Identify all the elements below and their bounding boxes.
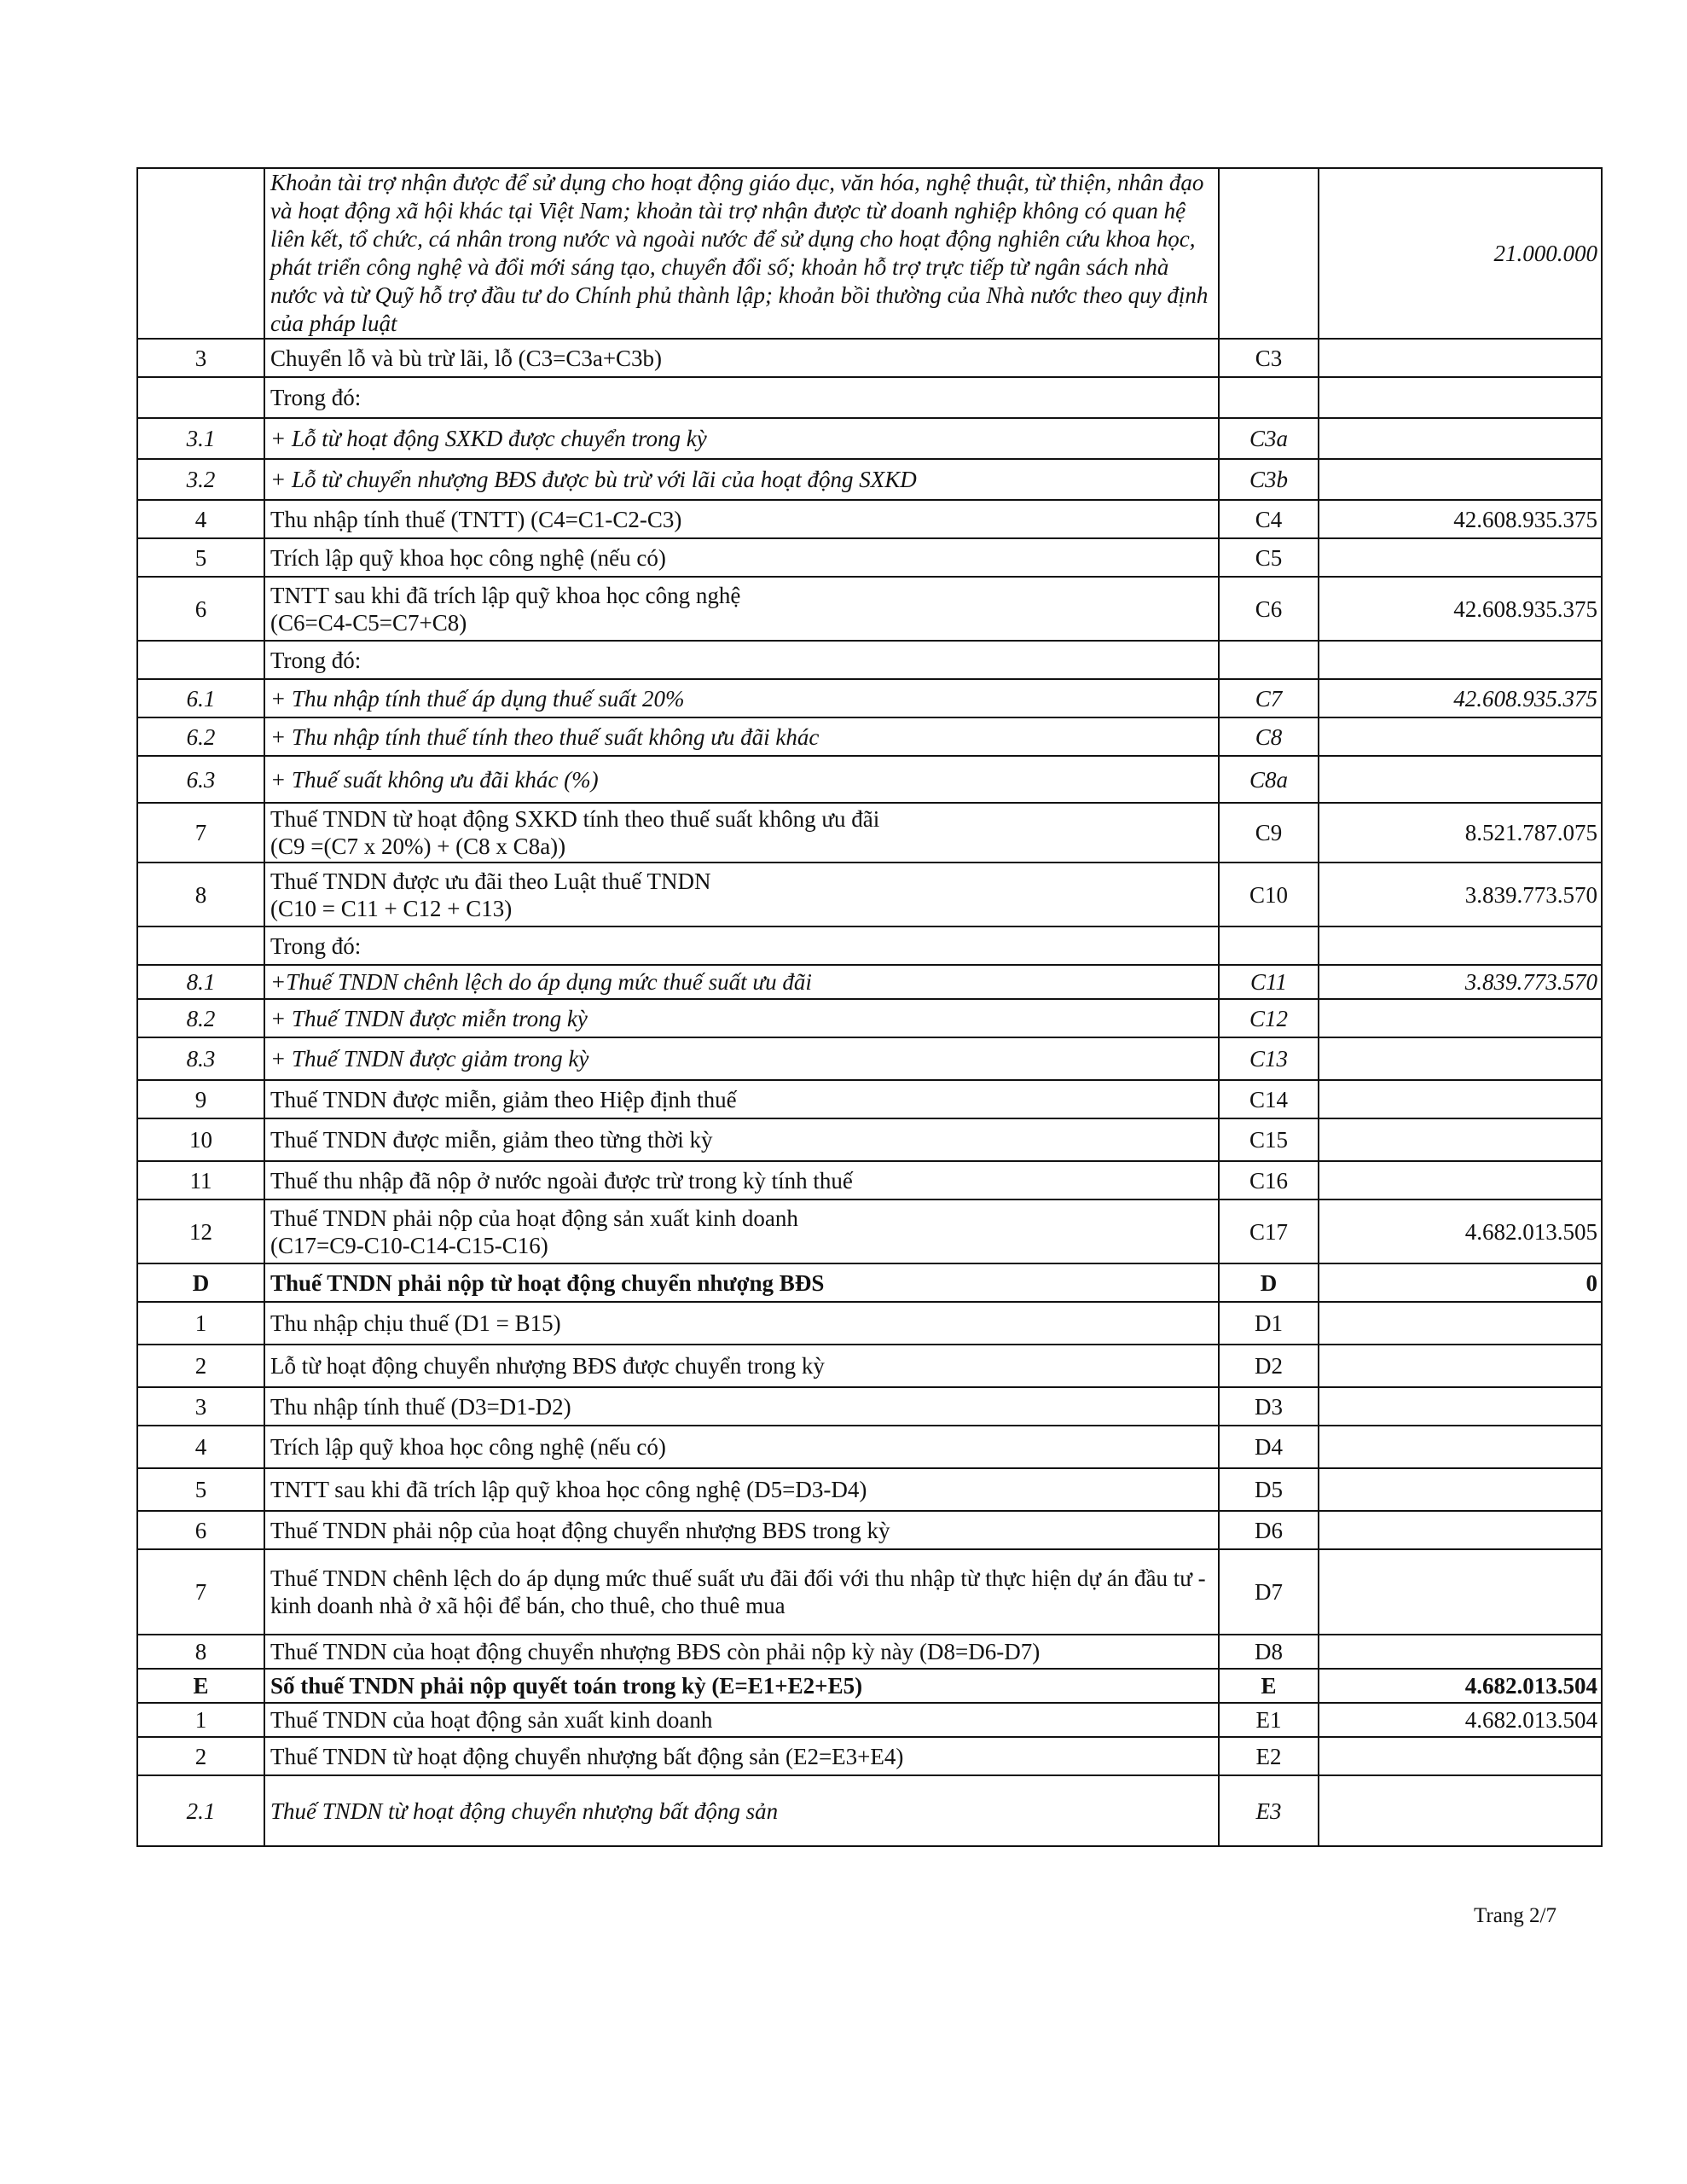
- description-text: TNTT sau khi đã trích lập quỹ khoa học công nghệ (D5=D3-D4): [270, 1477, 867, 1502]
- row-number-cell: 7: [137, 803, 264, 863]
- row-number-cell: 10: [137, 1118, 264, 1161]
- row-code-cell: C13: [1219, 1037, 1319, 1080]
- row-number-cell: 2.1: [137, 1775, 264, 1846]
- description-text: + Thuế TNDN được giảm trong kỳ: [270, 1046, 589, 1072]
- row-description-cell: [264, 965, 1219, 999]
- row-number-cell: 7: [137, 1549, 264, 1635]
- row-description-cell: [264, 999, 1219, 1037]
- row-value-cell: [1319, 1037, 1602, 1080]
- row-value-cell: [1319, 926, 1602, 965]
- description-text: Thuế thu nhập đã nộp ở nước ngoài được trừ trong kỳ tính thuế: [270, 1167, 853, 1194]
- table-row: [137, 418, 1602, 459]
- row-code-cell: D: [1219, 1263, 1319, 1302]
- row-value-cell: [1319, 377, 1602, 418]
- table-row: [137, 1387, 1602, 1426]
- description-text: Thuế TNDN của hoạt động chuyển nhượng BĐS còn phải nộp kỳ này (D8=D6-D7): [270, 1639, 1041, 1664]
- row-number-cell: 3.1: [137, 418, 264, 459]
- row-code-cell: C3a: [1219, 418, 1319, 459]
- row-number-cell: 3: [137, 1387, 264, 1426]
- row-number-cell: 2: [137, 1345, 264, 1387]
- description-text: Thuế TNDN chênh lệch do áp dụng mức thuế suất ưu đãi đối với thu nhập từ thực hiện dự án đầu tư - kinh doanh nhà ở xã hội để bán, cho thuê, cho thuê mua: [270, 1565, 1206, 1618]
- description-text: Lỗ từ hoạt động chuyển nhượng BĐS được chuyển trong kỳ: [270, 1353, 825, 1379]
- row-value-cell: 4.682.013.504: [1319, 1669, 1602, 1703]
- description-text: + Thuế suất không ưu đãi khác (%): [270, 766, 599, 793]
- row-value-cell: [1319, 1737, 1602, 1775]
- row-code-cell: D3: [1219, 1387, 1319, 1426]
- row-number-cell: 1: [137, 1703, 264, 1737]
- row-code-cell: C7: [1219, 679, 1319, 717]
- row-code-cell: C14: [1219, 1080, 1319, 1118]
- table-row: [137, 538, 1602, 577]
- row-description-cell: [264, 500, 1219, 538]
- description-formula: (C9 =(C7 x 20%) + (C8 x C8a)): [270, 834, 566, 859]
- row-number-cell: 8: [137, 1635, 264, 1669]
- row-description-cell: [264, 1703, 1219, 1737]
- row-value-cell: [1319, 1080, 1602, 1118]
- table-row: [137, 1635, 1602, 1669]
- row-number-cell: 5: [137, 538, 264, 577]
- row-number-cell: 6.3: [137, 756, 264, 803]
- row-value-cell: 4.682.013.505: [1319, 1199, 1602, 1263]
- row-description-cell: [264, 459, 1219, 500]
- row-code-cell: D6: [1219, 1511, 1319, 1549]
- description-text: Số thuế TNDN phải nộp quyết toán trong kỳ (E=E1+E2+E5): [270, 1673, 863, 1699]
- table-row: [137, 168, 1602, 339]
- description-text: Trong đó:: [270, 385, 362, 410]
- row-code-cell: C10: [1219, 863, 1319, 926]
- row-value-cell: 3.839.773.570: [1319, 965, 1602, 999]
- row-code-cell: [1219, 926, 1319, 965]
- description-text: Thuế TNDN phải nộp từ hoạt động chuyển nhượng BĐS: [270, 1269, 825, 1296]
- table-row: [137, 1263, 1602, 1302]
- table-row: [137, 999, 1602, 1037]
- row-code-cell: D4: [1219, 1426, 1319, 1468]
- row-description-cell: [264, 1426, 1219, 1468]
- row-code-cell: [1219, 168, 1319, 339]
- description-text: Thu nhập tính thuế (D3=D1-D2): [270, 1393, 571, 1420]
- table-row: [137, 459, 1602, 500]
- row-description-cell: [264, 1199, 1219, 1263]
- row-code-cell: E3: [1219, 1775, 1319, 1846]
- table-row: [137, 1302, 1602, 1345]
- description-text: + Thu nhập tính thuế áp dụng thuế suất 20%: [270, 685, 685, 712]
- row-description-cell: [264, 418, 1219, 459]
- table-row: [137, 926, 1602, 965]
- row-description-cell: [264, 1468, 1219, 1511]
- row-code-cell: C8: [1219, 717, 1319, 756]
- table-row: [137, 756, 1602, 803]
- row-description-cell: [264, 1737, 1219, 1775]
- row-number-cell: 1: [137, 1302, 264, 1345]
- row-code-cell: C12: [1219, 999, 1319, 1037]
- description-text: Chuyển lỗ và bù trừ lãi, lỗ (C3=C3a+C3b): [270, 345, 663, 371]
- tax-settlement-table: [136, 167, 1603, 1847]
- description-text: Thuế TNDN phải nộp của hoạt động sản xuất kinh doanh: [270, 1205, 798, 1231]
- row-description-cell: [264, 1635, 1219, 1669]
- description-text: Thuế TNDN từ hoạt động chuyển nhượng bất động sản: [270, 1798, 779, 1824]
- row-code-cell: C16: [1219, 1161, 1319, 1199]
- row-number-cell: 3.2: [137, 459, 264, 500]
- row-code-cell: E: [1219, 1669, 1319, 1703]
- row-description-cell: [264, 1161, 1219, 1199]
- row-value-cell: 0: [1319, 1263, 1602, 1302]
- row-code-cell: C5: [1219, 538, 1319, 577]
- description-text: Thuế TNDN được miễn, giảm theo từng thời kỳ: [270, 1127, 713, 1153]
- row-number-cell: 6: [137, 577, 264, 641]
- table-row: [137, 641, 1602, 679]
- table-row: [137, 1426, 1602, 1468]
- table-row: [137, 1199, 1602, 1263]
- table-row: [137, 1161, 1602, 1199]
- row-code-cell: C3b: [1219, 459, 1319, 500]
- row-value-cell: 4.682.013.504: [1319, 1703, 1602, 1737]
- row-value-cell: [1319, 1468, 1602, 1511]
- row-description-cell: [264, 1080, 1219, 1118]
- table-row: [137, 1511, 1602, 1549]
- row-number-cell: D: [137, 1263, 264, 1302]
- description-text: Thu nhập chịu thuế (D1 = B15): [270, 1310, 561, 1336]
- row-description-cell: [264, 926, 1219, 965]
- table-row: [137, 1118, 1602, 1161]
- description-text: Khoản tài trợ nhận được để sử dụng cho hoạt động giáo dục, văn hóa, nghệ thuật, từ thiện, nhân đạo và hoạt động xã hội khác tại Việt Nam; khoản tài trợ nhận được từ doanh nghiệp không có quan hệ liên kết, tổ chức, cá nhân trong nước và ngoài nước để sử dụng cho hoạt động nghiên cứu khoa học, phát triển công nghệ và đổi mới sáng tạo, chuyển đổi số; khoản hỗ trợ trực tiếp từ ngân sách nhà nước và từ Quỹ hỗ trợ đầu tư do Chính phủ thành lập; khoản bồi thường của Nhà nước theo quy định của pháp luật: [270, 170, 1209, 336]
- description-text: Thuế TNDN phải nộp của hoạt động chuyển nhượng BĐS trong kỳ: [270, 1517, 890, 1543]
- page-number: Trang 2/7: [1473, 1904, 1557, 1927]
- row-description-cell: [264, 1669, 1219, 1703]
- table-row: [137, 1737, 1602, 1775]
- row-number-cell: 3: [137, 339, 264, 377]
- row-value-cell: 42.608.935.375: [1319, 679, 1602, 717]
- row-code-cell: C17: [1219, 1199, 1319, 1263]
- description-text: Thuế TNDN của hoạt động sản xuất kinh doanh: [270, 1707, 713, 1733]
- table-row: [137, 679, 1602, 717]
- row-code-cell: E1: [1219, 1703, 1319, 1737]
- row-code-cell: [1219, 377, 1319, 418]
- row-description-cell: [264, 377, 1219, 418]
- row-number-cell: 8.2: [137, 999, 264, 1037]
- description-text: Trích lập quỹ khoa học công nghệ (nếu có): [270, 1434, 666, 1460]
- description-text: Thuế TNDN được ưu đãi theo Luật thuế TNDN: [270, 868, 711, 894]
- row-description-cell: [264, 1511, 1219, 1549]
- row-number-cell: 6.1: [137, 679, 264, 717]
- row-code-cell: C8a: [1219, 756, 1319, 803]
- row-number-cell: 2: [137, 1737, 264, 1775]
- row-number-cell: 6.2: [137, 717, 264, 756]
- table-row: [137, 1080, 1602, 1118]
- description-text: Trong đó:: [270, 647, 362, 673]
- row-code-cell: C9: [1219, 803, 1319, 863]
- row-number-cell: 8: [137, 863, 264, 926]
- row-value-cell: [1319, 459, 1602, 500]
- row-description-cell: [264, 863, 1219, 926]
- row-number-cell: 4: [137, 500, 264, 538]
- table-row: [137, 339, 1602, 377]
- row-number-cell: [137, 377, 264, 418]
- description-text: Thuế TNDN được miễn, giảm theo Hiệp định thuế: [270, 1086, 737, 1112]
- table-row: [137, 863, 1602, 926]
- row-code-cell: [1219, 641, 1319, 679]
- description-formula: (C10 = C11 + C12 + C13): [270, 895, 513, 921]
- table-row: [137, 500, 1602, 538]
- row-description-cell: [264, 641, 1219, 679]
- description-text: + Thuế TNDN được miễn trong kỳ: [270, 1005, 588, 1031]
- row-number-cell: 12: [137, 1199, 264, 1263]
- row-number-cell: 4: [137, 1426, 264, 1468]
- row-description-cell: [264, 1775, 1219, 1846]
- row-number-cell: 11: [137, 1161, 264, 1199]
- row-number-cell: 8.3: [137, 1037, 264, 1080]
- row-number-cell: [137, 168, 264, 339]
- row-description-cell: [264, 1263, 1219, 1302]
- table-row: [137, 1669, 1602, 1703]
- row-number-cell: 8.1: [137, 965, 264, 999]
- row-code-cell: C3: [1219, 339, 1319, 377]
- row-value-cell: [1319, 418, 1602, 459]
- table-row: [137, 377, 1602, 418]
- description-formula: (C17=C9-C10-C14-C15-C16): [270, 1232, 548, 1258]
- row-value-cell: [1319, 1302, 1602, 1345]
- row-code-cell: C11: [1219, 965, 1319, 999]
- table-body: [137, 168, 1602, 1846]
- row-value-cell: [1319, 339, 1602, 377]
- row-description-cell: [264, 803, 1219, 863]
- row-value-cell: [1319, 1345, 1602, 1387]
- row-value-cell: [1319, 717, 1602, 756]
- row-code-cell: E2: [1219, 1737, 1319, 1775]
- table-row: [137, 1345, 1602, 1387]
- row-number-cell: 5: [137, 1468, 264, 1511]
- row-value-cell: 42.608.935.375: [1319, 500, 1602, 538]
- row-description-cell: [264, 1387, 1219, 1426]
- row-number-cell: E: [137, 1669, 264, 1703]
- description-text: Thuế TNDN từ hoạt động SXKD tính theo thuế suất không ưu đãi: [270, 806, 880, 832]
- row-description-cell: [264, 717, 1219, 756]
- row-value-cell: 3.839.773.570: [1319, 863, 1602, 926]
- row-description-cell: [264, 1549, 1219, 1635]
- description-text: + Lỗ từ hoạt động SXKD được chuyển trong kỳ: [270, 426, 707, 451]
- row-code-cell: C15: [1219, 1118, 1319, 1161]
- table-row: [137, 1775, 1602, 1846]
- row-code-cell: D2: [1219, 1345, 1319, 1387]
- description-text: Thuế TNDN từ hoạt động chuyển nhượng bất động sản (E2=E3+E4): [270, 1743, 904, 1769]
- description-text: Trích lập quỹ khoa học công nghệ (nếu có): [270, 544, 666, 571]
- row-value-cell: [1319, 1118, 1602, 1161]
- row-value-cell: [1319, 538, 1602, 577]
- row-number-cell: [137, 926, 264, 965]
- description-formula: (C6=C4-C5=C7+C8): [270, 609, 467, 636]
- row-code-cell: D1: [1219, 1302, 1319, 1345]
- row-value-cell: [1319, 1511, 1602, 1549]
- row-value-cell: [1319, 1549, 1602, 1635]
- row-value-cell: 8.521.787.075: [1319, 803, 1602, 863]
- table-row: [137, 1037, 1602, 1080]
- row-description-cell: [264, 679, 1219, 717]
- description-text: Thu nhập tính thuế (TNTT) (C4=C1-C2-C3): [270, 506, 682, 532]
- description-text: TNTT sau khi đã trích lập quỹ khoa học công nghệ: [270, 582, 741, 608]
- row-value-cell: [1319, 999, 1602, 1037]
- row-description-cell: [264, 1302, 1219, 1345]
- description-text: Trong đó:: [270, 932, 362, 959]
- row-description-cell: [264, 1118, 1219, 1161]
- table-row: [137, 1549, 1602, 1635]
- row-value-cell: [1319, 1635, 1602, 1669]
- row-code-cell: D5: [1219, 1468, 1319, 1511]
- description-text: + Lỗ từ chuyển nhượng BĐS được bù trừ với lãi của hoạt động SXKD: [270, 467, 917, 492]
- row-value-cell: [1319, 1161, 1602, 1199]
- row-value-cell: [1319, 1426, 1602, 1468]
- row-description-cell: [264, 1345, 1219, 1387]
- row-value-cell: [1319, 756, 1602, 803]
- description-text: +Thuế TNDN chênh lệch do áp dụng mức thuế suất ưu đãi: [270, 969, 812, 995]
- row-description-cell: [264, 1037, 1219, 1080]
- row-value-cell: [1319, 1775, 1602, 1846]
- row-value-cell: [1319, 1387, 1602, 1426]
- description-text: + Thu nhập tính thuế tính theo thuế suất không ưu đãi khác: [270, 723, 820, 750]
- table-row: [137, 965, 1602, 999]
- row-number-cell: 9: [137, 1080, 264, 1118]
- table-row: [137, 1468, 1602, 1511]
- row-description-cell: [264, 538, 1219, 577]
- table-row: [137, 577, 1602, 641]
- row-value-cell: [1319, 641, 1602, 679]
- row-description-cell: [264, 168, 1219, 339]
- row-code-cell: C6: [1219, 577, 1319, 641]
- table-row: [137, 1703, 1602, 1737]
- row-code-cell: D8: [1219, 1635, 1319, 1669]
- table-row: [137, 803, 1602, 863]
- row-value-cell: 21.000.000: [1319, 168, 1602, 339]
- row-number-cell: [137, 641, 264, 679]
- row-description-cell: [264, 577, 1219, 641]
- table-row: [137, 717, 1602, 756]
- row-description-cell: [264, 756, 1219, 803]
- row-code-cell: D7: [1219, 1549, 1319, 1635]
- row-code-cell: C4: [1219, 500, 1319, 538]
- row-number-cell: 6: [137, 1511, 264, 1549]
- row-value-cell: 42.608.935.375: [1319, 577, 1602, 641]
- row-description-cell: [264, 339, 1219, 377]
